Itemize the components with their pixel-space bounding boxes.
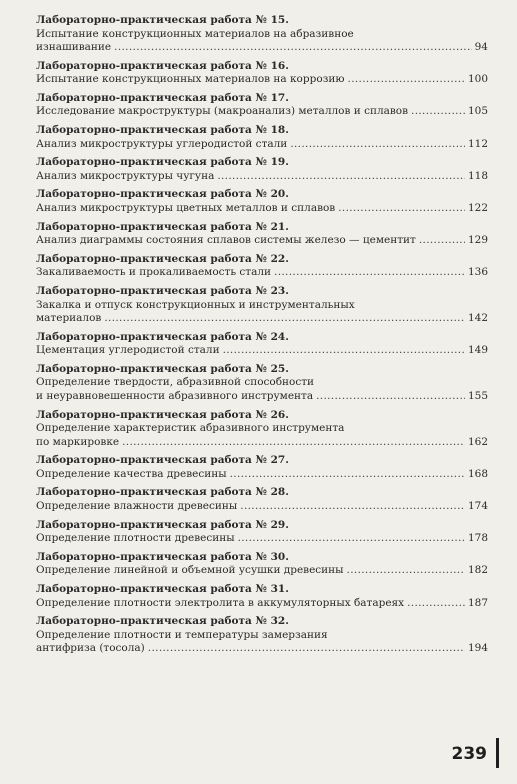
page-edge-rule [496,738,499,768]
dot-leader [238,532,465,546]
toc-entry [36,551,488,578]
toc-entry-title: Определение плотности древесины [36,532,235,545]
toc-entry-page: 129 [467,234,488,247]
toc-entry [36,188,488,215]
toc-entry-leader-line [36,170,488,184]
dot-leader [217,170,465,184]
toc-entry [36,583,488,610]
toc-entry-leader-line [36,532,488,546]
toc-entry [36,14,488,55]
toc-entry-leader-line [36,468,488,482]
toc-entry-title: Закаливаемость и прокаливаемость стали [36,266,272,279]
toc-entry [36,486,488,513]
toc-entry-title: Определение плотности электролита в аккумуляторных батареях [36,596,405,609]
toc-entry-heading: Лабораторно-практическая работа № 28. [36,486,289,499]
toc-entry [36,363,488,404]
page-number: 239 [451,744,487,764]
toc-entry-title-line: Определение твердости, абразивной способности [36,376,315,389]
table-of-contents [36,14,488,661]
toc-entry-heading: Лабораторно-практическая работа № 26. [36,408,289,421]
dot-leader [274,266,465,280]
toc-entry-page: 178 [467,532,488,545]
toc-entry-page: 94 [474,41,488,53]
toc-entry-title: и неуравновешенности абразивного инструмента [36,389,314,402]
toc-entry-title-line: Закалка и отпуск конструкционных и инструментальных [36,298,355,311]
dot-leader [122,436,465,450]
toc-entry-heading: Лабораторно-практическая работа № 31. [36,583,289,595]
toc-entry [36,285,488,326]
toc-entry-title: Анализ микроструктуры чугуна [36,169,215,182]
toc-entry-heading: Лабораторно-практическая работа № 19. [36,156,289,169]
toc-entry-leader-line [36,436,488,450]
toc-entry-title-line: Испытание конструкционных материалов на абразивное [36,27,354,40]
dot-leader [419,234,465,248]
toc-entry-title: Испытание конструкционных материалов на коррозию [36,73,345,86]
toc-entry-title: Анализ микроструктуры цветных металлов и сплавов [36,201,336,214]
toc-entry-page: 174 [467,499,488,512]
toc-entry-page: 122 [467,201,488,214]
toc-entry-heading: Лабораторно-практическая работа № 24. [36,330,289,343]
toc-entry-page: 187 [467,596,488,609]
toc-entry-page: 182 [467,564,488,577]
toc-entry-page: 118 [467,169,488,182]
toc-entry [36,221,488,248]
toc-entry [36,519,488,546]
toc-entry-title: Исследование макроструктуры (макроанализ) металлов и сплавов [36,105,409,118]
toc-entry-title: Цементация углеродистой стали [36,344,220,357]
toc-entry-leader-line [36,564,488,578]
toc-entry-heading: Лабораторно-практическая работа № 23. [36,285,289,297]
toc-entry-heading: Лабораторно-практическая работа № 22. [36,252,289,265]
toc-entry-heading: Лабораторно-практическая работа № 15. [36,14,289,26]
dot-leader [338,202,465,216]
toc-entry-leader-line [36,344,488,358]
toc-entry [36,92,488,119]
dot-leader [348,73,465,87]
toc-entry-leader-line [36,73,488,87]
toc-entry-leader-line [36,390,488,404]
toc-entry-leader-line [36,202,488,216]
toc-entry [36,409,488,450]
toc-entry-page: 112 [467,137,488,150]
toc-entry-heading: Лабораторно-практическая работа № 17. [36,91,289,104]
toc-entry-leader-line [36,105,488,119]
toc-entry-title: антифриза (тосола) [36,642,145,655]
toc-entry-page: 105 [467,105,488,118]
toc-entry-leader-line [36,41,488,55]
dot-leader [104,312,465,326]
toc-entry-heading: Лабораторно-практическая работа № 29. [36,518,289,531]
toc-entry-leader-line [36,138,488,152]
toc-entry-title-line: Определение плотности и температуры замерзания [36,628,328,641]
toc-entry-heading: Лабораторно-практическая работа № 20. [36,188,289,201]
toc-entry-page: 162 [467,435,488,448]
toc-entry-heading: Лабораторно-практическая работа № 16. [36,59,289,72]
toc-entry-leader-line [36,642,488,656]
toc-entry-heading: Лабораторно-практическая работа № 27. [36,454,289,467]
toc-entry-title-line: Определение характеристик абразивного инструмента [36,422,345,435]
toc-entry-page: 155 [467,389,488,402]
toc-entry [36,60,488,87]
toc-entry-title: Анализ микроструктуры углеродистой стали [36,137,288,150]
toc-entry-page: 136 [467,266,488,279]
toc-entry-heading: Лабораторно-практическая работа № 25. [36,362,289,375]
toc-entry-title: материалов [36,312,102,324]
toc-entry-title: Определение линейной и объемной усушки древесины [36,564,344,577]
toc-entry-title: Анализ диаграммы состояния сплавов системы железо — цементит [36,234,416,247]
toc-entry [36,454,488,481]
dot-leader [411,105,465,119]
toc-entry [36,331,488,358]
toc-entry-leader-line [36,312,488,326]
dot-leader [148,642,465,656]
dot-leader [114,41,471,55]
dot-leader [230,468,465,482]
toc-entry-page: 100 [467,73,488,86]
toc-entry-title: по маркировке [36,435,120,448]
toc-entry [36,253,488,280]
toc-entry-title: Определение влажности древесины [36,499,238,512]
toc-entry-leader-line [36,500,488,514]
toc-entry-leader-line [36,234,488,248]
dot-leader [240,500,465,514]
toc-entry-title: Определение качества древесины [36,467,227,480]
toc-entry [36,124,488,151]
toc-entry-heading: Лабораторно-практическая работа № 18. [36,124,289,137]
dot-leader [407,597,465,611]
toc-entry-page: 168 [467,467,488,480]
toc-entry-page: 142 [467,312,488,324]
toc-entry-title: изнашивание [36,41,112,53]
dot-leader [223,344,465,358]
toc-entry-leader-line [36,266,488,280]
toc-entry [36,156,488,183]
dot-leader [316,390,465,404]
toc-entry-page: 194 [467,642,488,655]
toc-entry-heading: Лабораторно-практическая работа № 30. [36,550,289,563]
toc-entry-page: 149 [467,344,488,357]
dot-leader [290,138,465,152]
toc-entry-leader-line [36,597,488,611]
toc-entry [36,615,488,656]
toc-entry-heading: Лабораторно-практическая работа № 21. [36,220,289,233]
toc-entry-heading: Лабораторно-практическая работа № 32. [36,615,289,628]
dot-leader [347,564,465,578]
